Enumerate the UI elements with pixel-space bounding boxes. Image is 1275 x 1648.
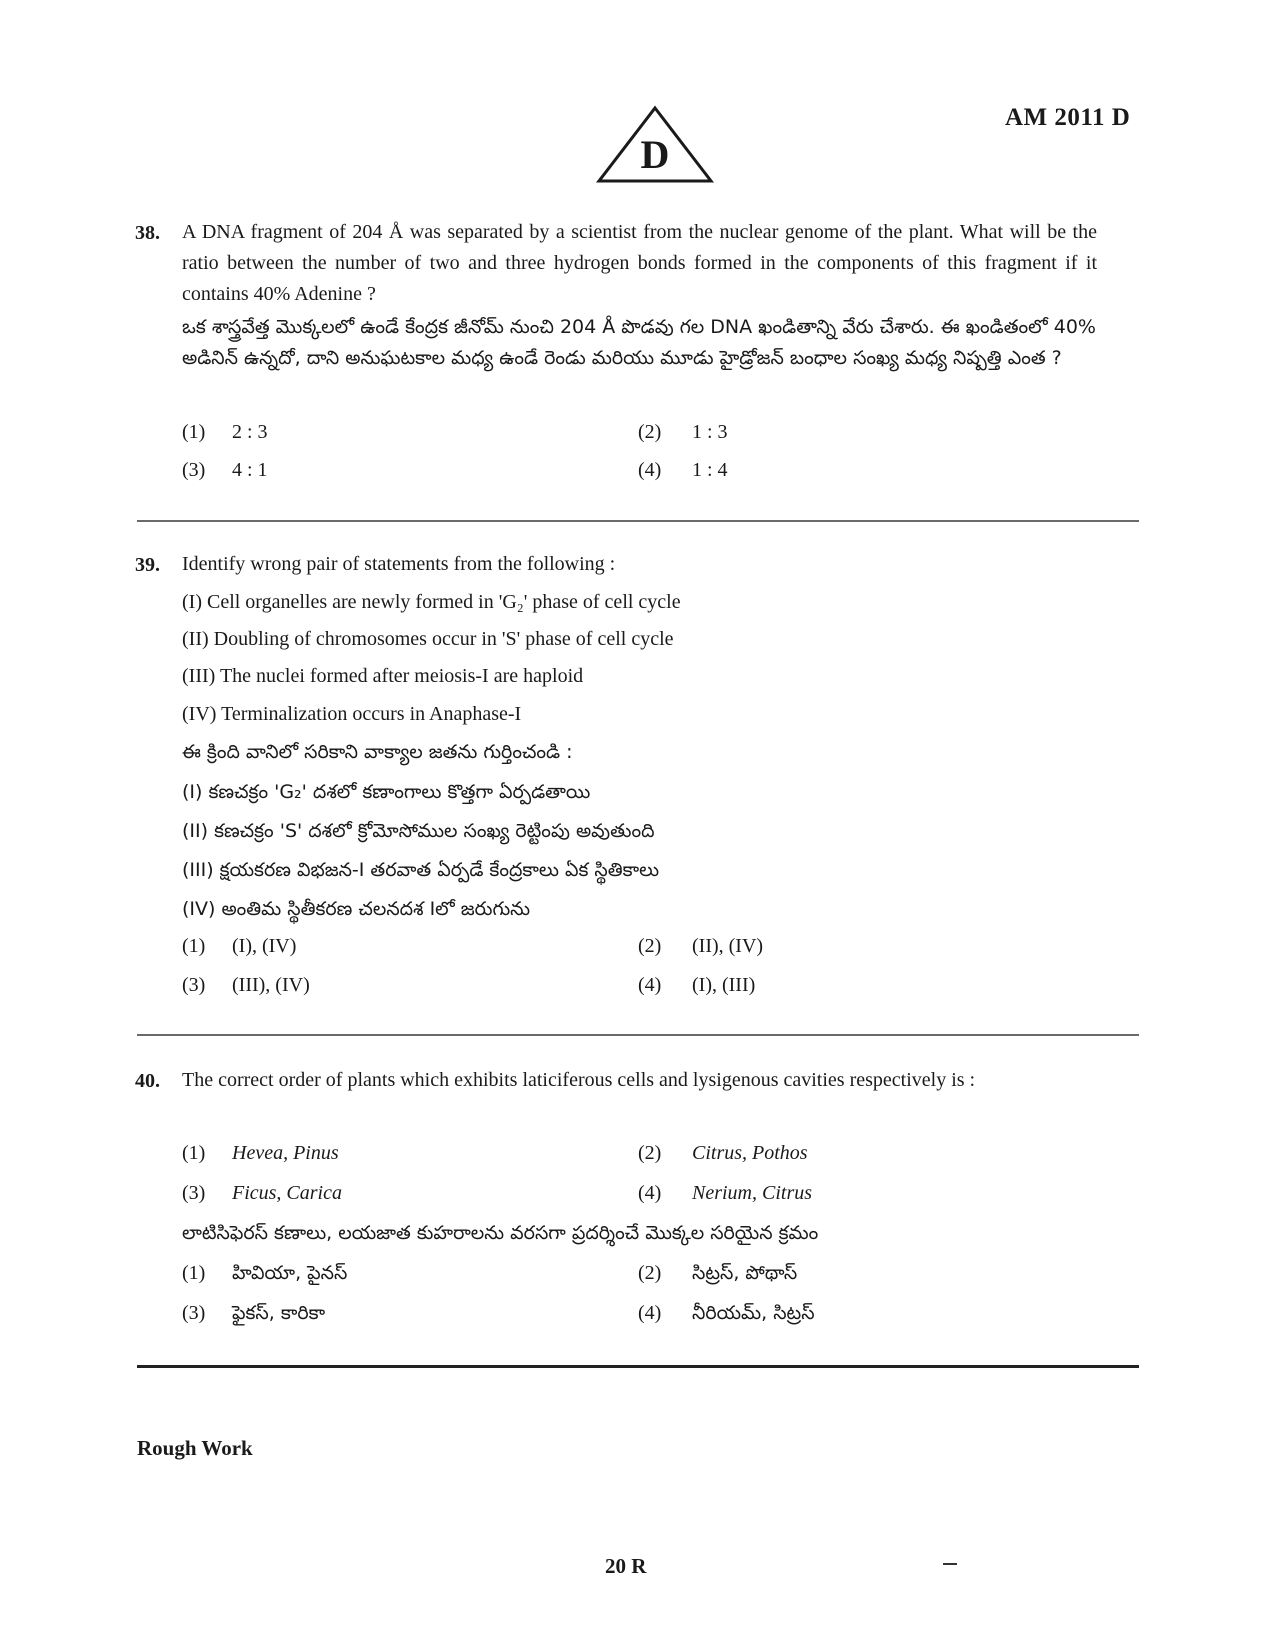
statement-te: (IV) అంతిమ స్థితీకరణ చలనదశ Iలో జరుగును bbox=[182, 898, 531, 920]
option-label: (4) bbox=[638, 1302, 662, 1324]
option-text: 1 : 4 bbox=[692, 459, 728, 481]
statement-en: (IV) Terminalization occurs in Anaphase-I bbox=[182, 703, 522, 725]
option-text: (II), (IV) bbox=[692, 935, 764, 957]
option-label: (1) bbox=[182, 421, 206, 443]
option-label: (3) bbox=[182, 1182, 206, 1204]
question-text-en: Identify wrong pair of statements from the following : bbox=[182, 553, 616, 575]
option-text: Hevea, Pinus bbox=[232, 1142, 339, 1164]
option-label: (1) bbox=[182, 1262, 206, 1284]
paper-code: AM 2011 D bbox=[1005, 104, 1131, 131]
footer-dash bbox=[943, 1563, 957, 1565]
option-text: (I), (IV) bbox=[232, 935, 297, 957]
option-label: (4) bbox=[638, 974, 662, 996]
option-text: Ficus, Carica bbox=[232, 1182, 342, 1204]
question-number: 40. bbox=[135, 1070, 160, 1092]
option-text: హివియా, పైనస్ bbox=[232, 1262, 348, 1284]
question-set-badge bbox=[595, 105, 715, 185]
question-text-en: A DNA fragment of 204 Å was separated by a scientist from the nuclear genome of the plant. What will be the ratio between the number of two and three hydrogen bonds formed in the components of this fragment if it contains 40% Adenine ? bbox=[182, 221, 1097, 305]
statement-en: (II) Doubling of chromosomes occur in 'S' phase of cell cycle bbox=[182, 628, 674, 650]
question-text-te: ఈ క్రింది వానిలో సరికాని వాక్యాల జతను గుర్తించండి : bbox=[182, 741, 573, 763]
statement-te: (III) క్షయకరణ విభజన-I తరవాత ఏర్పడే కేంద్రకాలు ఏక స్థితికాలు bbox=[182, 859, 660, 881]
option-label: (2) bbox=[638, 1142, 662, 1164]
question-text-te: లాటిసిఫెరస్ కణాలు, లయజాత కుహరాలను వరసగా ప్రదర్శించే మొక్కల సరియైన క్రమం bbox=[182, 1222, 819, 1244]
option-label: (4) bbox=[638, 459, 662, 481]
option-text: 1 : 3 bbox=[692, 421, 728, 443]
question-text-en: The correct order of plants which exhibits laticiferous cells and lysigenous cavities respectively is : bbox=[182, 1069, 976, 1091]
option-label: (2) bbox=[638, 935, 662, 957]
option-text: ఫైకస్, కారికా bbox=[232, 1302, 326, 1324]
option-label: (3) bbox=[182, 459, 206, 481]
option-text: (I), (III) bbox=[692, 974, 756, 996]
option-label: (3) bbox=[182, 1302, 206, 1324]
rough-work-divider bbox=[137, 1365, 1139, 1368]
option-label: (4) bbox=[638, 1182, 662, 1204]
question-divider bbox=[137, 520, 1139, 522]
question-number: 39. bbox=[135, 554, 160, 576]
statement-te: (I) కణచక్రం 'G₂' దశలో కణాంగాలు కొత్తగా ఏర్పడతాయి bbox=[182, 781, 591, 803]
rough-work-label: Rough Work bbox=[137, 1436, 253, 1460]
option-label: (3) bbox=[182, 974, 206, 996]
question-divider bbox=[137, 1034, 1139, 1036]
badge-letter: D bbox=[640, 132, 670, 177]
option-text: 2 : 3 bbox=[232, 421, 268, 443]
question-number: 38. bbox=[135, 222, 160, 244]
option-text: 4 : 1 bbox=[232, 459, 268, 481]
option-text: Nerium, Citrus bbox=[692, 1182, 813, 1204]
option-label: (2) bbox=[638, 1262, 662, 1284]
option-text: (III), (IV) bbox=[232, 974, 310, 996]
option-text: Citrus, Pothos bbox=[692, 1142, 808, 1164]
option-label: (2) bbox=[638, 421, 662, 443]
option-text: సిట్రస్, పోథాస్ bbox=[692, 1262, 798, 1284]
statement-te: (II) కణచక్రం 'S' దశలో క్రోమోసోముల సంఖ్య రెట్టింపు అవుతుంది bbox=[182, 820, 655, 842]
statement-en: (I) Cell organelles are newly formed in 'G₂' phase of cell cycle bbox=[182, 591, 681, 613]
option-label: (1) bbox=[182, 1142, 206, 1164]
question-text-te: ఒక శాస్త్రవేత్త మొక్కలలో ఉండే కేంద్రక జీనోమ్ నుంచి 204 Å పొడవు గల DNA ఖండితాన్ని వేరు చేశారు. ఈ ఖండితంలో 40% అడినిన్ ఉన్నదో, దాని అనుఘటకాల మధ్య ఉండే రెండు మరియు మూడు హైడ్రోజన్ బంధాల సంఖ్య మధ్య నిష్పత్తి ఎంత ? bbox=[182, 316, 1096, 369]
option-text: నీరియమ్, సిట్రస్ bbox=[692, 1302, 815, 1324]
option-label: (1) bbox=[182, 935, 206, 957]
page-number: 20 R bbox=[605, 1554, 647, 1578]
statement-en: (III) The nuclei formed after meiosis-I are haploid bbox=[182, 665, 584, 687]
